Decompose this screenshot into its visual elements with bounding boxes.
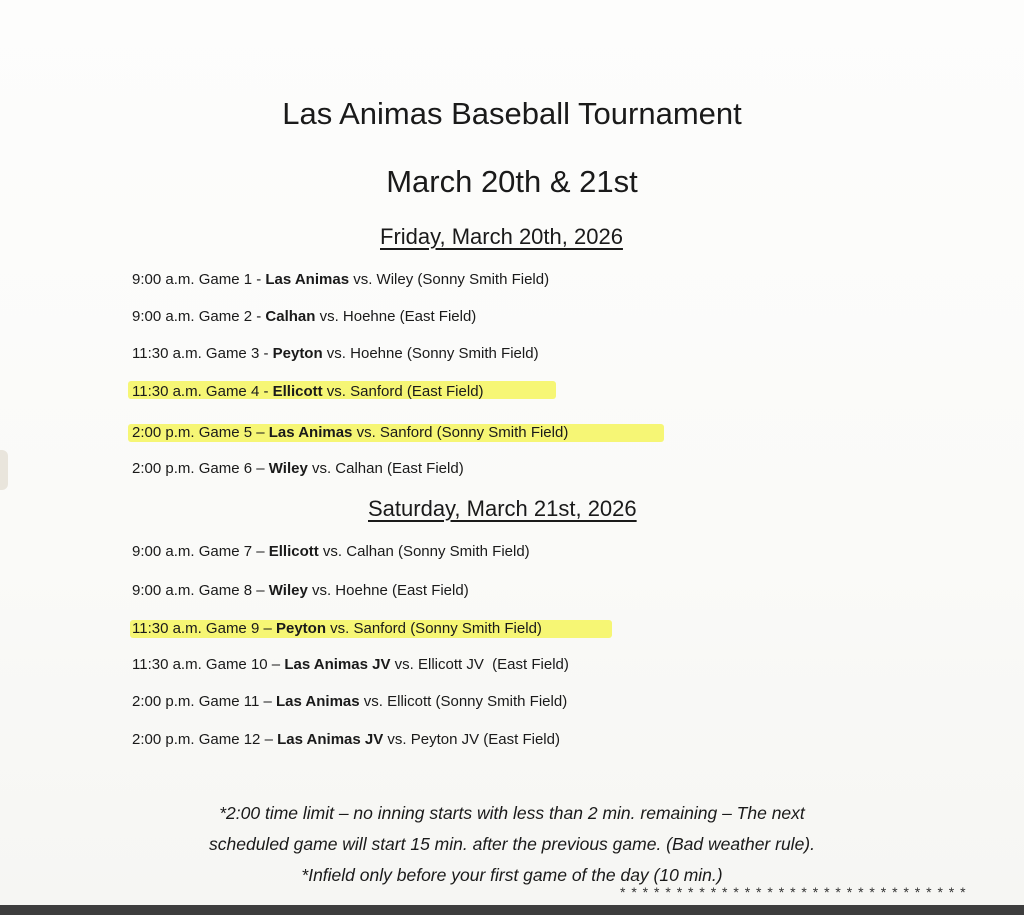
game-team: Peyton: [275, 620, 326, 637]
game-row-8: 9:00 a.m. Game 8 – Wiley vs. Hoehne (East Field): [132, 582, 469, 599]
game-row-1: 9:00 a.m. Game 1 - Las Animas vs. Wiley (Sonny Smith Field): [132, 271, 550, 288]
game-row-5: 2:00 p.m. Game 5 – Las Animas vs. Sanford (Sonny Smith Field): [132, 424, 569, 441]
footer-notes: [0, 798, 1024, 891]
day-heading-friday: Friday, March 20th, 2026: [380, 224, 623, 249]
game-row-6: 2:00 p.m. Game 6 – Wiley vs. Calhan (East Field): [132, 460, 464, 477]
game-row-11: 2:00 p.m. Game 11 – Las Animas vs. Ellicott (Sonny Smith Field): [132, 693, 568, 710]
game-team: Las Animas: [275, 693, 360, 710]
document-subtitle: March 20th & 21st: [386, 164, 638, 199]
game-team: Calhan: [265, 308, 316, 325]
game-row-2: 9:00 a.m. Game 2 - Calhan vs. Hoehne (East Field): [132, 308, 477, 325]
footer-line-1: *2:00 time limit – no inning starts with less than 2 min. remaining – The next: [219, 803, 805, 823]
game-team: Wiley: [268, 582, 308, 599]
game-team: Ellicott: [268, 543, 319, 560]
game-team: Las Animas: [265, 271, 350, 288]
game-team: Peyton: [272, 345, 323, 362]
paper-smudge: [0, 450, 8, 490]
game-team: Ellicott: [272, 383, 323, 400]
game-row-9: 11:30 a.m. Game 9 – Peyton vs. Sanford (Sonny Smith Field): [132, 620, 542, 637]
footer-line-2: scheduled game will start 15 min. after the previous game. (Bad weather rule).: [209, 834, 815, 854]
day-heading-saturday: Saturday, March 21st, 2026: [368, 496, 637, 521]
game-team: Wiley: [268, 460, 308, 477]
game-row-7: 9:00 a.m. Game 7 – Ellicott vs. Calhan (Sonny Smith Field): [132, 543, 530, 560]
game-row-4: 11:30 a.m. Game 4 - Ellicott vs. Sanford (East Field): [132, 383, 484, 400]
game-row-3: 11:30 a.m. Game 3 - Peyton vs. Hoehne (Sonny Smith Field): [132, 345, 539, 362]
footer-line-3: *Infield only before your first game of the day (10 min.): [301, 865, 723, 885]
footer-star-row: * * * * * * * * * * * * * * * * * * * * * * * * * * * * * * *: [620, 884, 967, 900]
game-team: Las Animas: [268, 424, 353, 441]
bottom-bar: [0, 905, 1024, 915]
game-team: Las Animas JV: [277, 731, 384, 748]
game-team: Las Animas JV: [284, 656, 391, 673]
game-row-12: 2:00 p.m. Game 12 – Las Animas JV vs. Peyton JV (East Field): [132, 731, 560, 748]
document-title: Las Animas Baseball Tournament: [282, 96, 742, 131]
game-row-10: 11:30 a.m. Game 10 – Las Animas JV vs. Ellicott JV (East Field): [132, 656, 569, 673]
